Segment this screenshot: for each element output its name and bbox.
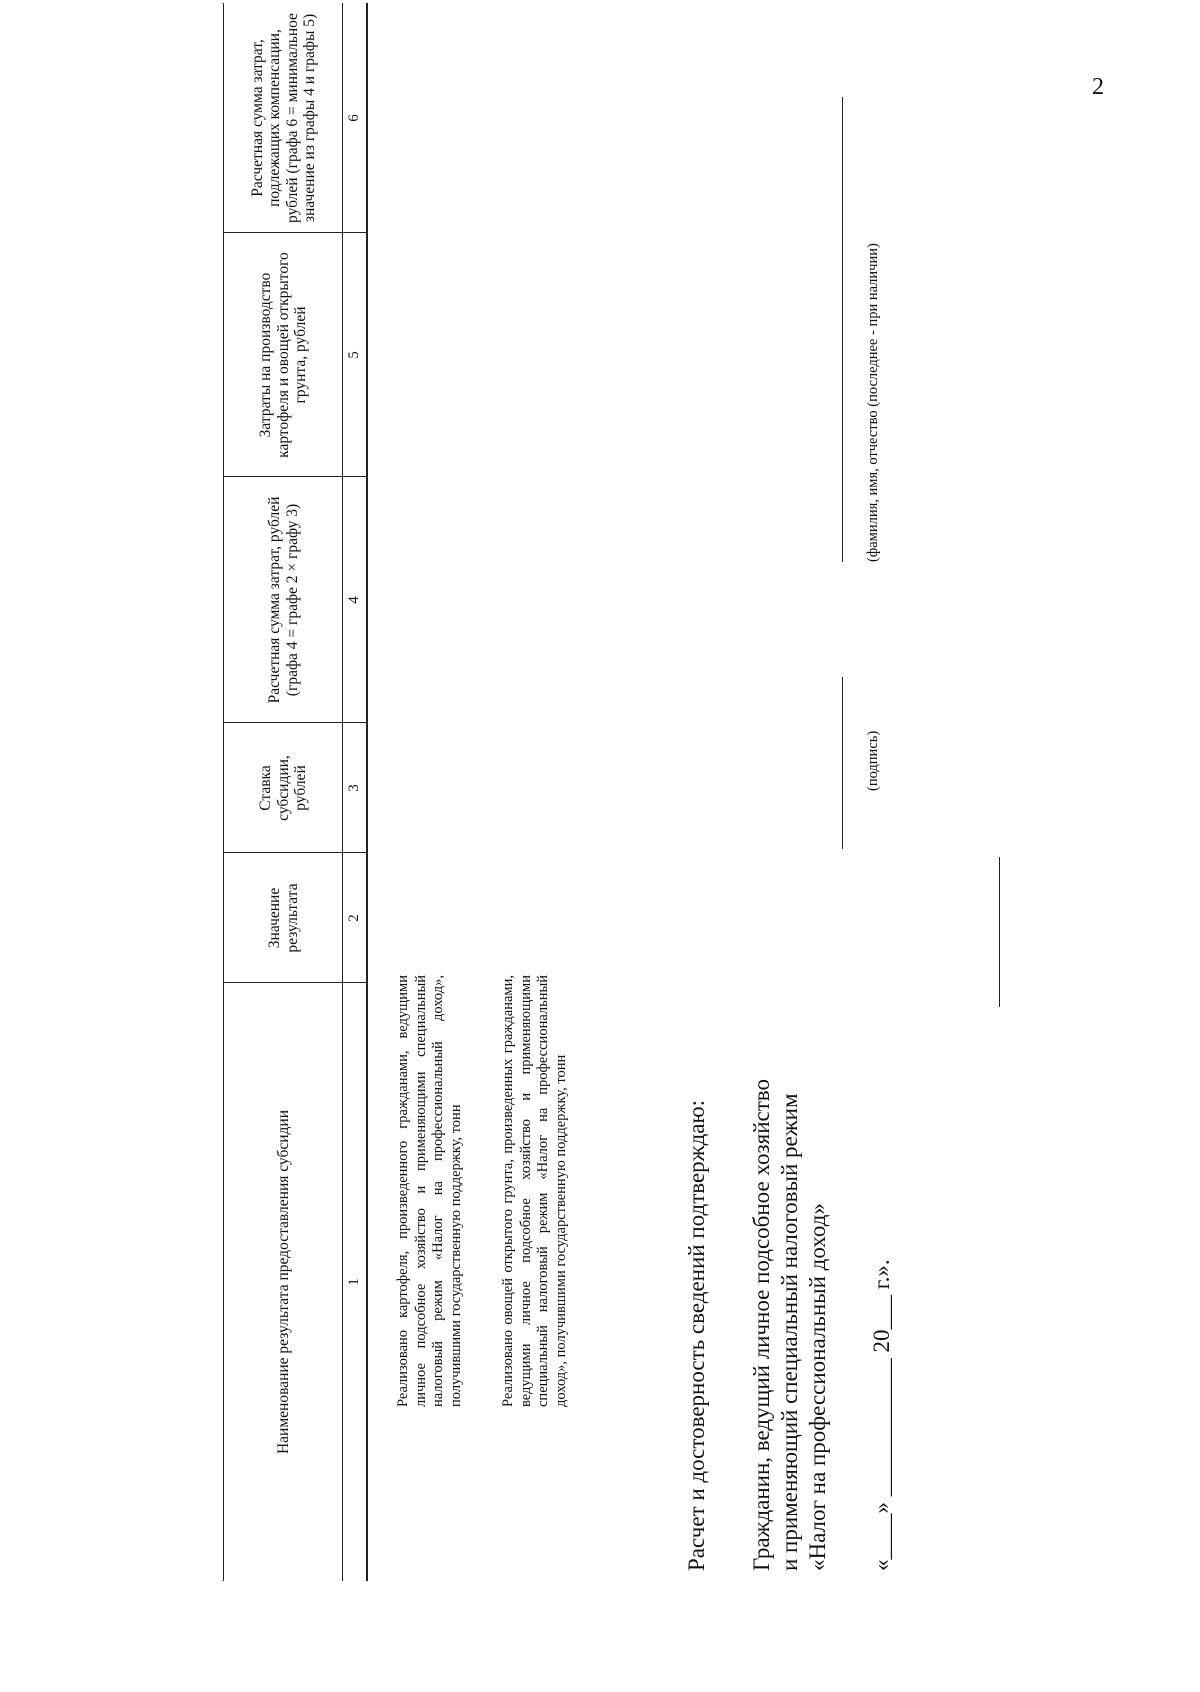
header-subsidy-rate: Ставка субсидии, рублей — [257, 755, 310, 821]
page-number: 2 — [1092, 74, 1104, 100]
table-top-rule — [223, 3, 224, 1581]
header-result-value: Значение результата — [266, 883, 301, 953]
column-number: 3 — [346, 784, 362, 792]
column-number: 2 — [346, 914, 362, 922]
name-line — [842, 97, 843, 562]
signature-caption: (подпись) — [865, 730, 881, 791]
header-result-name: Наименование результата предоставления субсидии — [274, 1109, 292, 1455]
citizen-line-2: и применяющий специальный налоговый режим — [777, 1093, 802, 1571]
citizen-line-3: «Налог на профессиональный доход» — [805, 1203, 830, 1571]
header-compensation-sum: Расчетная сумма затрат, подлежащих компенсации, рублей (графа 6 = минимальное значение из графы 4 и графы 5) — [248, 13, 318, 223]
header-production-costs: Затраты на производство картофеля и овощей открытого грунта, рублей — [257, 252, 310, 458]
table-row-potatoes: Реализовано картофеля, произведенного гражданами, ведущими личное подсобное хозяйство и применяющими специальный налоговый режим «Налог на профессиональный доход», получившими государственную поддержку, тонн — [395, 975, 464, 1407]
signature-line — [842, 677, 843, 849]
date-underline — [999, 857, 1000, 1007]
date-line: «____» ____________ 20___ г.». — [869, 1259, 894, 1571]
confirmation-text: Расчет и достоверность сведений подтверждаю: — [684, 1099, 709, 1571]
column-number: 5 — [346, 351, 362, 359]
table-number-row-rule — [342, 3, 343, 1581]
citizen-line-1: Гражданин, ведущий личное подсобное хозяйство — [749, 1079, 774, 1571]
column-number: 1 — [346, 1278, 362, 1286]
column-number: 6 — [346, 114, 362, 122]
header-calculated-sum: Расчетная сумма затрат, рублей (графа 4 = графе 2 × графу 3) — [266, 496, 301, 704]
table-row-vegetables: Реализовано овощей открытого грунта, произведенных гражданами, ведущими личное подсобное хозяйство и применяющими специальный налоговый режим «Налог на профессиональный доход», получившими государственную поддержку, тонн — [500, 975, 569, 1407]
name-caption: (фамилия, имя, отчество (последнее - при наличии) — [865, 243, 881, 562]
column-number: 4 — [346, 596, 362, 604]
subsidy-table — [223, 3, 368, 1581]
table-bottom-rule — [366, 3, 368, 1581]
